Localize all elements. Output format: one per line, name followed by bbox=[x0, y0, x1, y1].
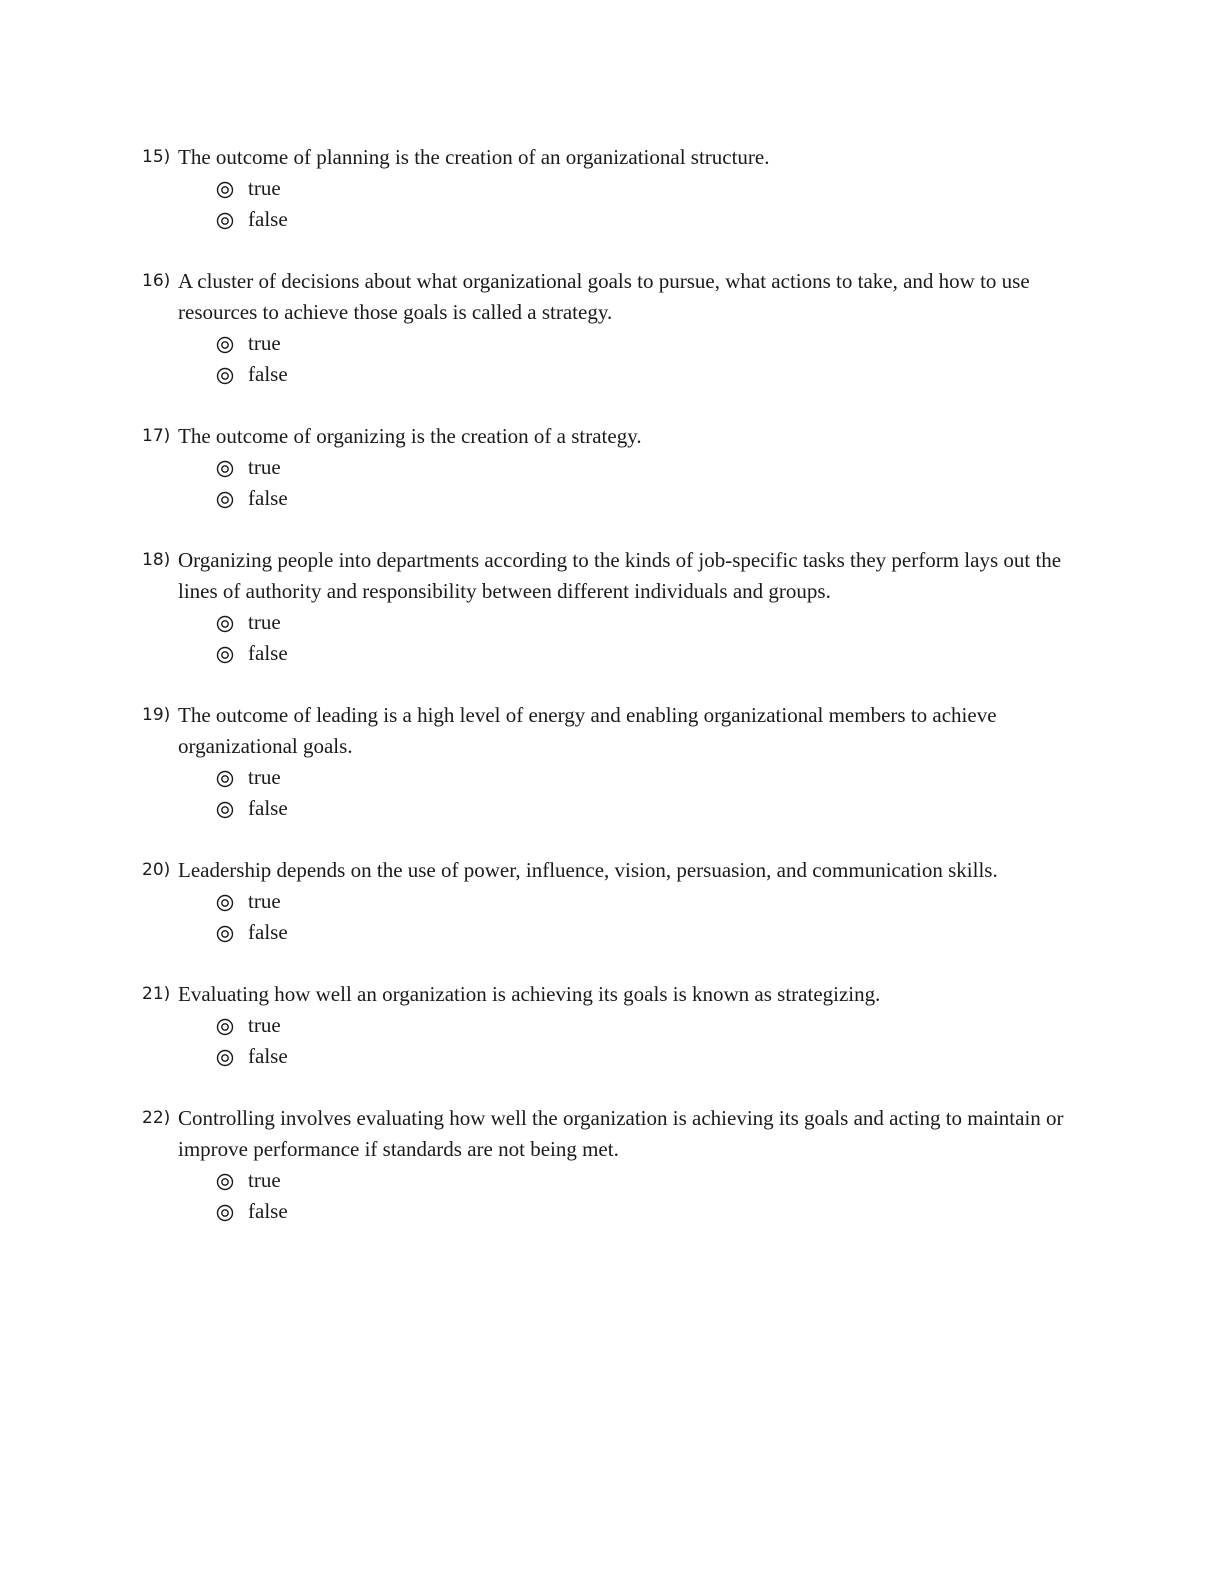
answer-options bbox=[142, 886, 1082, 948]
question-18 bbox=[142, 545, 1082, 669]
option-label: false bbox=[248, 1044, 288, 1068]
question-header bbox=[142, 979, 1082, 1010]
radio-button-icon[interactable] bbox=[216, 1018, 234, 1036]
answer-options bbox=[142, 1165, 1082, 1227]
option-label: true bbox=[248, 176, 281, 200]
question-number: 21) bbox=[142, 984, 171, 1004]
option-label: false bbox=[248, 796, 288, 820]
question-text: The outcome of planning is the creation of an organizational structure. bbox=[178, 145, 770, 169]
answer-options bbox=[142, 762, 1082, 824]
option-true[interactable] bbox=[216, 886, 1082, 917]
question-20 bbox=[142, 855, 1082, 948]
question-header bbox=[142, 700, 1082, 762]
option-true[interactable] bbox=[216, 452, 1082, 483]
question-text: Leadership depends on the use of power, influence, vision, persuasion, and communication skills. bbox=[178, 858, 998, 882]
radio-button-icon[interactable] bbox=[216, 1204, 234, 1222]
question-22 bbox=[142, 1103, 1082, 1227]
radio-button-icon[interactable] bbox=[216, 212, 234, 230]
question-text: The outcome of leading is a high level of energy and enabling organizational members to achieve organizational goals. bbox=[178, 703, 997, 758]
option-label: false bbox=[248, 486, 288, 510]
answer-options bbox=[142, 1010, 1082, 1072]
option-true[interactable] bbox=[216, 607, 1082, 638]
option-false[interactable] bbox=[216, 1041, 1082, 1072]
option-true[interactable] bbox=[216, 1165, 1082, 1196]
radio-button-icon[interactable] bbox=[216, 925, 234, 943]
option-false[interactable] bbox=[216, 483, 1082, 514]
question-header bbox=[142, 1103, 1082, 1165]
question-number: 16) bbox=[142, 271, 171, 291]
radio-button-icon[interactable] bbox=[216, 801, 234, 819]
radio-button-icon[interactable] bbox=[216, 894, 234, 912]
option-false[interactable] bbox=[216, 917, 1082, 948]
option-label: false bbox=[248, 362, 288, 386]
option-label: false bbox=[248, 1199, 288, 1223]
radio-button-icon[interactable] bbox=[216, 770, 234, 788]
question-header bbox=[142, 545, 1082, 607]
option-true[interactable] bbox=[216, 173, 1082, 204]
radio-button-icon[interactable] bbox=[216, 1049, 234, 1067]
question-19 bbox=[142, 700, 1082, 824]
option-label: false bbox=[248, 207, 288, 231]
option-false[interactable] bbox=[216, 638, 1082, 669]
question-16 bbox=[142, 266, 1082, 390]
answer-options bbox=[142, 173, 1082, 235]
option-false[interactable] bbox=[216, 359, 1082, 390]
option-false[interactable] bbox=[216, 1196, 1082, 1227]
question-text: The outcome of organizing is the creation of a strategy. bbox=[178, 424, 642, 448]
question-21 bbox=[142, 979, 1082, 1072]
question-header bbox=[142, 855, 1082, 886]
question-17 bbox=[142, 421, 1082, 514]
radio-button-icon[interactable] bbox=[216, 491, 234, 509]
option-true[interactable] bbox=[216, 328, 1082, 359]
question-number: 17) bbox=[142, 426, 171, 446]
quiz-question-list bbox=[142, 142, 1082, 1258]
radio-button-icon[interactable] bbox=[216, 615, 234, 633]
option-label: false bbox=[248, 920, 288, 944]
option-label: true bbox=[248, 1168, 281, 1192]
option-label: true bbox=[248, 765, 281, 789]
question-number: 18) bbox=[142, 550, 171, 570]
question-header bbox=[142, 266, 1082, 328]
answer-options bbox=[142, 328, 1082, 390]
option-label: true bbox=[248, 610, 281, 634]
radio-button-icon[interactable] bbox=[216, 367, 234, 385]
option-false[interactable] bbox=[216, 793, 1082, 824]
question-text: Controlling involves evaluating how well the organization is achieving its goals and acting to maintain or improve performance if standards are not being met. bbox=[178, 1106, 1064, 1161]
option-false[interactable] bbox=[216, 204, 1082, 235]
radio-button-icon[interactable] bbox=[216, 460, 234, 478]
question-15 bbox=[142, 142, 1082, 235]
question-number: 15) bbox=[142, 147, 171, 167]
option-label: true bbox=[248, 889, 281, 913]
question-header bbox=[142, 142, 1082, 173]
option-label: true bbox=[248, 1013, 281, 1037]
question-text: Organizing people into departments according to the kinds of job-specific tasks they perform lays out the lines of authority and responsibility between different individuals and groups. bbox=[178, 548, 1062, 603]
option-true[interactable] bbox=[216, 762, 1082, 793]
question-header bbox=[142, 421, 1082, 452]
question-number: 19) bbox=[142, 705, 171, 725]
question-text: A cluster of decisions about what organizational goals to pursue, what actions to take, and how to use resources to achieve those goals is called a strategy. bbox=[178, 269, 1030, 324]
answer-options bbox=[142, 607, 1082, 669]
question-number: 22) bbox=[142, 1108, 171, 1128]
radio-button-icon[interactable] bbox=[216, 646, 234, 664]
option-label: false bbox=[248, 641, 288, 665]
radio-button-icon[interactable] bbox=[216, 336, 234, 354]
option-label: true bbox=[248, 455, 281, 479]
option-label: true bbox=[248, 331, 281, 355]
radio-button-icon[interactable] bbox=[216, 181, 234, 199]
question-number: 20) bbox=[142, 860, 171, 880]
question-text: Evaluating how well an organization is achieving its goals is known as strategizing. bbox=[178, 982, 881, 1006]
answer-options bbox=[142, 452, 1082, 514]
option-true[interactable] bbox=[216, 1010, 1082, 1041]
radio-button-icon[interactable] bbox=[216, 1173, 234, 1191]
